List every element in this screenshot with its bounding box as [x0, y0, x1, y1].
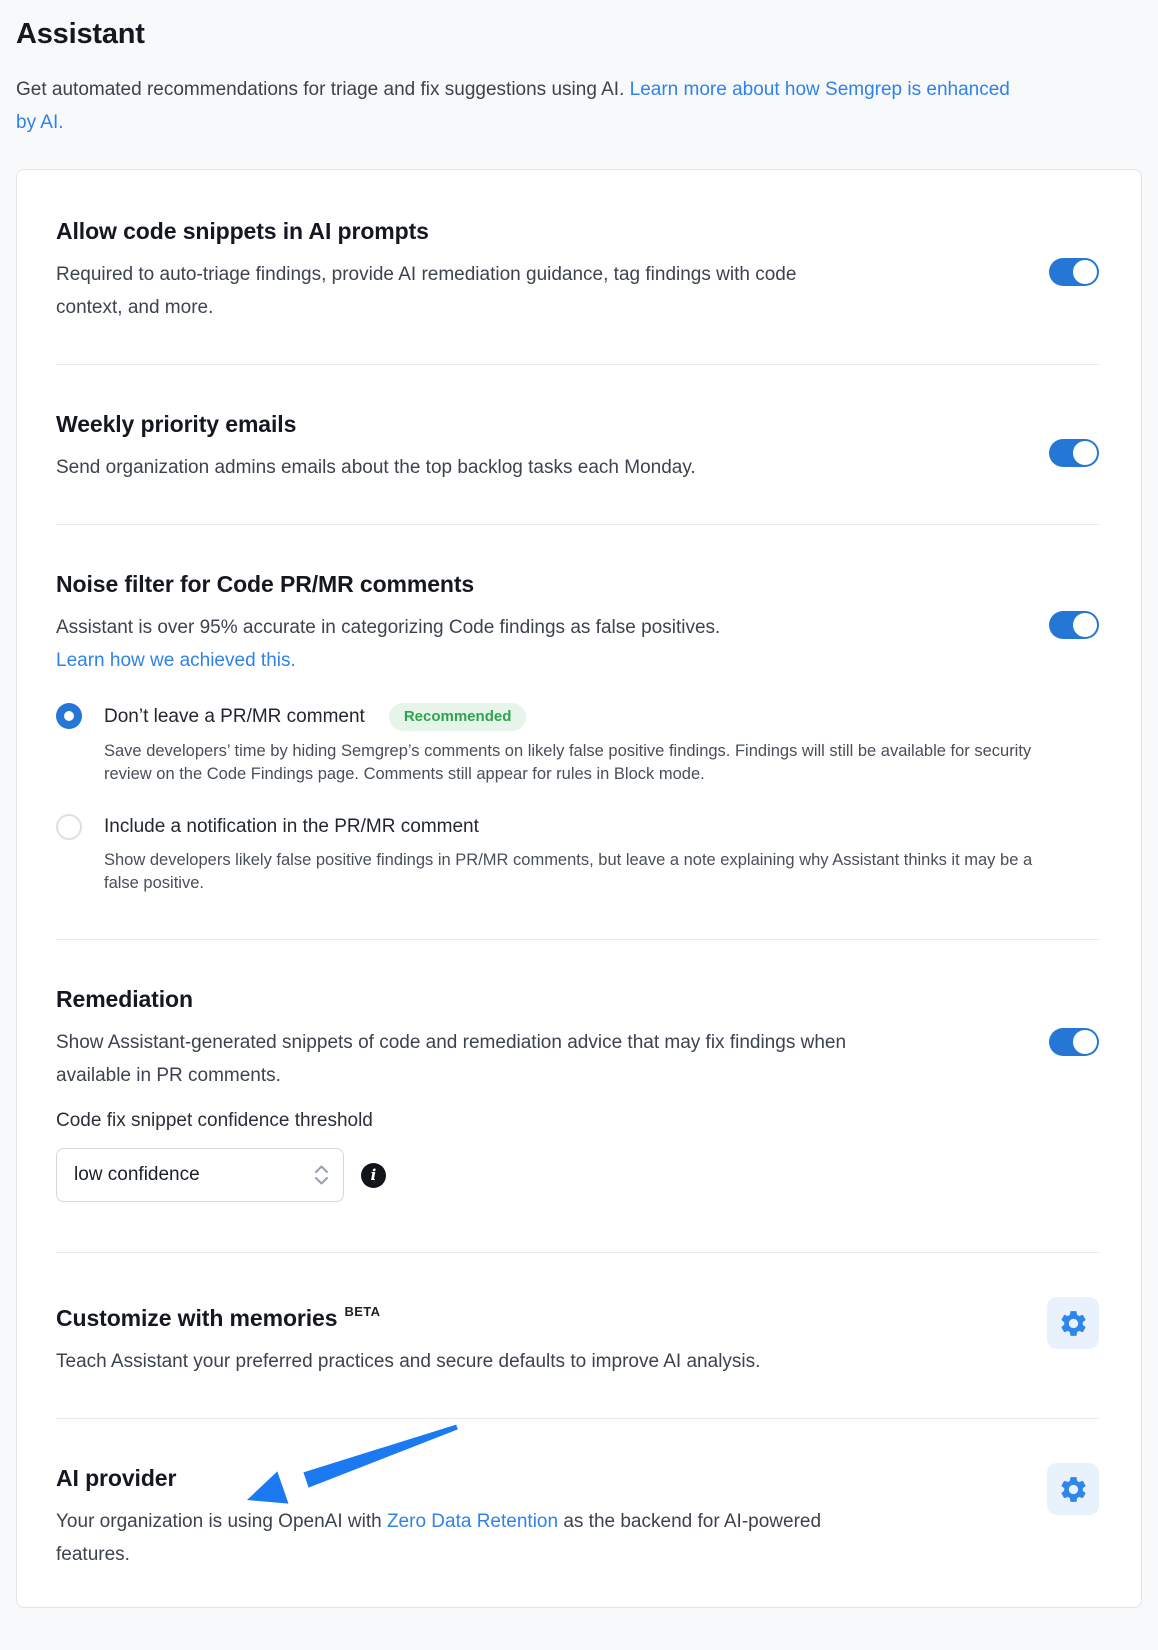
gear-icon	[1058, 1308, 1089, 1339]
radio-option-dont-leave-comment[interactable]	[56, 703, 1043, 786]
section-title-code-snippets: Allow code snippets in AI prompts	[56, 218, 429, 244]
ai-provider-settings-button[interactable]	[1047, 1463, 1099, 1515]
toggle-knob	[1073, 613, 1097, 637]
page-title: Assistant	[16, 18, 145, 50]
section-description-code-snippets: Required to auto-triage findings, provide AI remediation guidance, tag findings with code context, and more.	[56, 264, 797, 318]
code-snippets-toggle[interactable]	[1049, 258, 1099, 286]
section-title-remediation: Remediation	[56, 986, 193, 1012]
toggle-knob	[1073, 1030, 1097, 1054]
section-title-weekly-emails: Weekly priority emails	[56, 411, 297, 437]
radio-option-description: Save developers’ time by hiding Semgrep’s comments on likely false positive findings. Findings will still be available for security review on the Code Findings page. Comments still appear for rules in Block mode.	[104, 742, 1032, 783]
info-icon[interactable]: i	[361, 1163, 386, 1188]
section-title-noise-filter: Noise filter for Code PR/MR comments	[56, 571, 475, 597]
select-chevrons-icon	[314, 1164, 329, 1186]
memories-settings-button[interactable]	[1047, 1297, 1099, 1349]
section-code-snippets	[56, 170, 1099, 364]
radio-option-include-notification[interactable]	[56, 814, 1043, 895]
section-description-ai-provider	[56, 1505, 871, 1571]
section-description-noise-filter	[56, 611, 871, 677]
section-description-memories: Teach Assistant your preferred practices and secure defaults to improve AI analysis.	[56, 1351, 761, 1372]
zero-data-retention-link[interactable]: Zero Data Retention	[386, 1511, 559, 1532]
section-title-ai-provider: AI provider	[56, 1465, 177, 1491]
radio-option-description: Show developers likely false positive findings in PR/MR comments, but leave a note explaining why Assistant thinks it may be a false positive.	[104, 851, 1033, 892]
remediation-toggle[interactable]	[1049, 1028, 1099, 1056]
ai-provider-description-end: as the backend for AI-powered features.	[56, 1511, 822, 1565]
noise-filter-learn-link[interactable]: Learn how we achieved this.	[56, 650, 296, 671]
section-description-remediation: Show Assistant-generated snippets of code and remediation advice that may fix findings when available in PR comments.	[56, 1032, 847, 1086]
confidence-threshold-label: Code fix snippet confidence threshold	[56, 1110, 373, 1131]
toggle-knob	[1073, 441, 1097, 465]
gear-icon	[1058, 1474, 1089, 1505]
intro-learn-more-link[interactable]: Learn more about how Semgrep is enhanced by AI.	[16, 79, 1010, 133]
radio-option-label: Don’t leave a PR/MR comment	[104, 706, 365, 727]
noise-filter-description-text: Assistant is over 95% accurate in categorizing Code findings as false positives.	[56, 617, 721, 638]
page-intro	[16, 73, 1011, 139]
confidence-select-value: low confidence	[74, 1164, 200, 1185]
section-weekly-emails	[56, 365, 1099, 524]
settings-card	[16, 169, 1142, 1608]
noise-filter-toggle[interactable]	[1049, 611, 1099, 639]
section-noise-filter	[56, 525, 1099, 939]
radio-unselected-icon[interactable]	[56, 814, 82, 840]
memories-title-text: Customize with memories	[56, 1305, 338, 1331]
section-remediation	[56, 940, 1099, 1252]
intro-text: Get automated recommendations for triage and fix suggestions using AI.	[16, 79, 630, 100]
recommended-badge: Recommended	[389, 703, 527, 731]
radio-option-label: Include a notification in the PR/MR comment	[104, 816, 479, 837]
toggle-knob	[1073, 260, 1097, 284]
weekly-emails-toggle[interactable]	[1049, 439, 1099, 467]
section-ai-provider	[56, 1419, 1099, 1607]
ai-provider-description-start: Your organization is using OpenAI with	[56, 1511, 387, 1532]
confidence-select[interactable]	[56, 1148, 344, 1202]
radio-selected-icon[interactable]	[56, 703, 82, 729]
section-memories	[56, 1253, 1099, 1418]
noise-filter-options	[56, 703, 1043, 895]
beta-badge: BETA	[344, 1304, 381, 1319]
section-description-weekly-emails: Send organization admins emails about the top backlog tasks each Monday.	[56, 457, 696, 478]
section-title-memories	[56, 1297, 760, 1333]
